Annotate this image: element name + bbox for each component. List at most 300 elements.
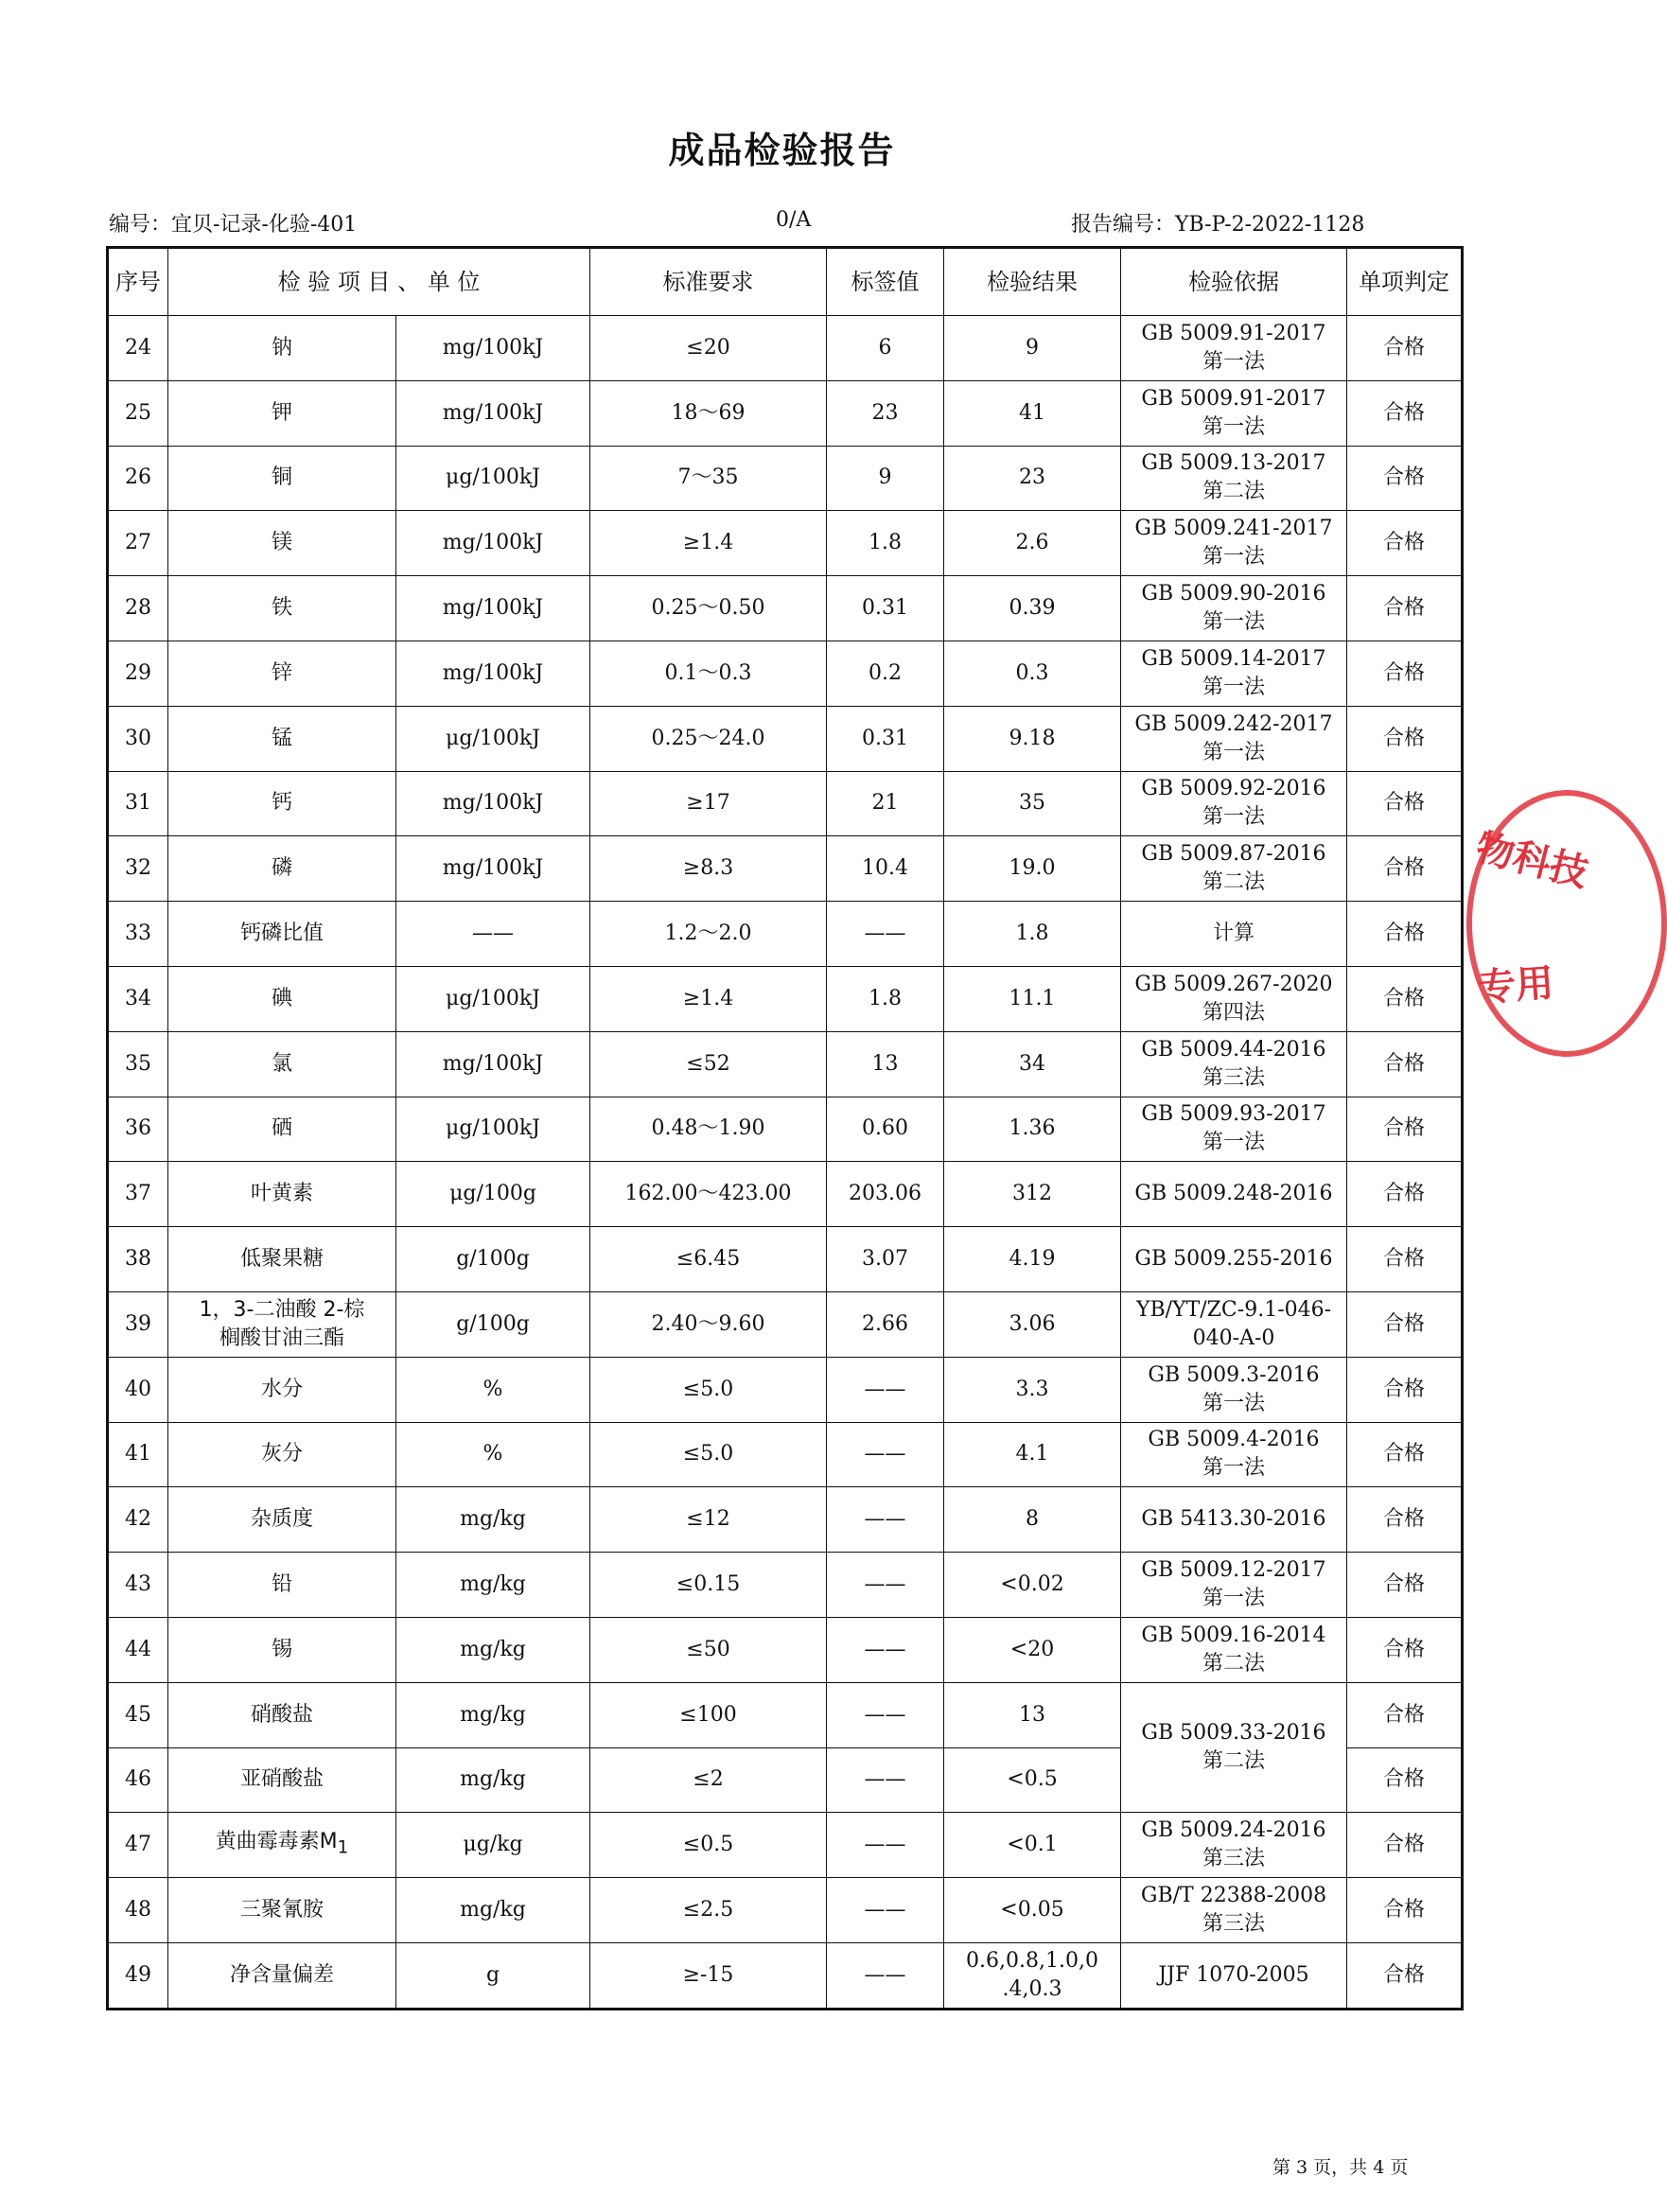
row-unit: μg/100kJ xyxy=(396,1097,590,1162)
result-text: <20 xyxy=(1009,1637,1055,1661)
table-row xyxy=(108,1031,1463,1097)
row-standard: 1.2～2.0 xyxy=(590,902,827,967)
row-basis xyxy=(1121,1682,1347,1813)
row-seq: 40 xyxy=(108,1357,168,1422)
table-row xyxy=(108,1617,1463,1682)
row-standard: ≤2.5 xyxy=(590,1878,827,1943)
report-number: 报告编号：YB-P-2-2022-1128 xyxy=(1071,213,1365,237)
result-text: 312 xyxy=(1012,1182,1052,1206)
result-text: 3.06 xyxy=(1009,1311,1056,1336)
record-code: 编号：宜贝-记录-化验-401 xyxy=(109,213,358,237)
basis-line2: 第一法 xyxy=(1202,1456,1265,1481)
row-seq: 32 xyxy=(108,836,168,902)
row-standard: 2.40～9.60 xyxy=(590,1291,827,1357)
row-result xyxy=(944,1422,1121,1487)
basis-line2: 第一法 xyxy=(1202,805,1265,830)
basis-line1: GB 5009.16-2014 xyxy=(1141,1623,1326,1647)
item-name-text: 黄曲霉毒素M xyxy=(215,1830,338,1854)
row-unit: mg/100kJ xyxy=(396,836,590,902)
result-text: 0.6,0.8,1.0,0 xyxy=(966,1948,1098,1973)
row-label-value: —— xyxy=(827,1422,944,1487)
item-name-text: 铅 xyxy=(271,1572,292,1597)
row-standard: ≤0.5 xyxy=(590,1813,827,1878)
row-seq: 43 xyxy=(108,1553,168,1618)
row-verdict: 合格 xyxy=(1347,1031,1463,1097)
page-info: 第 3 页，共 4 页 xyxy=(1272,2157,1409,2178)
row-basis xyxy=(1121,1813,1347,1878)
row-basis xyxy=(1121,1487,1347,1553)
row-label-value: —— xyxy=(827,1942,944,2009)
basis-line2: 第一法 xyxy=(1202,349,1265,374)
basis-line1: GB 5009.13-2017 xyxy=(1141,451,1326,476)
item-name-text: 镁 xyxy=(271,531,292,555)
item-name-text: 铁 xyxy=(271,596,292,621)
row-item-name xyxy=(168,641,396,706)
row-verdict: 合格 xyxy=(1347,902,1463,967)
inspection-table xyxy=(106,246,1464,2010)
basis-line1: GB 5009.24-2016 xyxy=(1141,1818,1326,1843)
row-item-name xyxy=(168,1617,396,1682)
version-code: 0/A xyxy=(776,208,812,232)
table-row xyxy=(108,1162,1463,1227)
row-result xyxy=(944,576,1121,641)
result-text: 13 xyxy=(1019,1702,1045,1727)
table-row xyxy=(108,1291,1463,1357)
row-result xyxy=(944,1553,1121,1618)
row-seq: 46 xyxy=(108,1747,168,1813)
row-seq: 42 xyxy=(108,1487,168,1553)
row-standard: ≥17 xyxy=(590,771,827,836)
row-basis xyxy=(1121,836,1347,902)
row-basis xyxy=(1121,1878,1347,1943)
row-standard: ≤12 xyxy=(590,1487,827,1553)
row-unit: mg/100kJ xyxy=(396,511,590,576)
result-text: <0.02 xyxy=(1000,1572,1064,1597)
row-seq: 47 xyxy=(108,1813,168,1878)
row-verdict: 合格 xyxy=(1347,966,1463,1031)
row-unit: —— xyxy=(396,902,590,967)
row-basis xyxy=(1121,316,1347,381)
row-result xyxy=(944,1291,1121,1357)
row-standard: ≥1.4 xyxy=(590,966,827,1031)
row-result xyxy=(944,380,1121,446)
row-unit: μg/kg xyxy=(396,1813,590,1878)
item-name-text: 氯 xyxy=(271,1051,292,1076)
basis-line2: 第一法 xyxy=(1202,610,1265,635)
row-item-name xyxy=(168,1162,396,1227)
row-item-name xyxy=(168,511,396,576)
item-name-subscript: 1 xyxy=(337,1837,349,1858)
basis-line1: GB 5009.91-2017 xyxy=(1141,386,1326,411)
basis-line1: GB 5009.14-2017 xyxy=(1141,646,1326,671)
row-label-value: —— xyxy=(827,1357,944,1422)
item-name-text: 净含量偏差 xyxy=(229,1962,334,1987)
table-header-row xyxy=(108,248,1463,316)
row-verdict: 合格 xyxy=(1347,1878,1463,1943)
row-verdict: 合格 xyxy=(1347,1162,1463,1227)
header-seq: 序号 xyxy=(108,248,168,316)
table-row xyxy=(108,316,1463,381)
basis-line1: GB 5009.3-2016 xyxy=(1148,1362,1320,1387)
row-unit: μg/100kJ xyxy=(396,446,590,511)
basis-line1: JJF 1070-2005 xyxy=(1158,1962,1309,1987)
basis-line2: 第一法 xyxy=(1202,414,1265,439)
row-basis xyxy=(1121,576,1347,641)
row-result xyxy=(944,836,1121,902)
row-seq: 48 xyxy=(108,1878,168,1943)
row-standard: 0.25～24.0 xyxy=(590,706,827,771)
basis-line1: GB/T 22388-2008 xyxy=(1140,1884,1327,1908)
row-basis xyxy=(1121,641,1347,706)
row-label-value: 6 xyxy=(827,316,944,381)
item-name-text: 磷 xyxy=(271,856,292,881)
row-item-name xyxy=(168,1747,396,1813)
item-name-text: 碘 xyxy=(271,986,292,1010)
row-verdict: 合格 xyxy=(1347,1553,1463,1618)
row-seq: 28 xyxy=(108,576,168,641)
row-label-value: —— xyxy=(827,902,944,967)
row-unit: g/100g xyxy=(396,1227,590,1292)
row-verdict: 合格 xyxy=(1347,1682,1463,1747)
row-result xyxy=(944,511,1121,576)
basis-line2: 第二法 xyxy=(1202,1651,1265,1676)
item-name-text: 硝酸盐 xyxy=(250,1702,313,1727)
row-unit: mg/kg xyxy=(396,1617,590,1682)
row-seq: 41 xyxy=(108,1422,168,1487)
row-result xyxy=(944,1878,1121,1943)
row-verdict: 合格 xyxy=(1347,1291,1463,1357)
row-verdict: 合格 xyxy=(1347,836,1463,902)
row-verdict: 合格 xyxy=(1347,1747,1463,1813)
row-basis xyxy=(1121,1097,1347,1162)
row-result xyxy=(944,1357,1121,1422)
row-verdict: 合格 xyxy=(1347,511,1463,576)
table-row xyxy=(108,836,1463,902)
header-verdict: 单项判定 xyxy=(1347,248,1463,316)
table-row xyxy=(108,380,1463,446)
table-row xyxy=(108,1942,1463,2009)
row-label-value: 0.31 xyxy=(827,576,944,641)
result-text: <0.5 xyxy=(1007,1767,1058,1792)
row-item-name xyxy=(168,1422,396,1487)
item-name-text: 三聚氰胺 xyxy=(239,1898,324,1922)
row-label-value: —— xyxy=(827,1813,944,1878)
result-text: 1.36 xyxy=(1009,1116,1056,1141)
item-name-text: 钾 xyxy=(271,400,292,425)
basis-line2: 第三法 xyxy=(1202,1065,1265,1090)
row-standard: ≤100 xyxy=(590,1682,827,1747)
result-text: 4.1 xyxy=(1015,1442,1049,1466)
row-label-value: 1.8 xyxy=(827,966,944,1031)
row-label-value: 0.60 xyxy=(827,1097,944,1162)
table-row xyxy=(108,511,1463,576)
row-seq: 29 xyxy=(108,641,168,706)
basis-line1: GB 5009.4-2016 xyxy=(1148,1428,1320,1452)
row-seq: 45 xyxy=(108,1682,168,1747)
item-name-text: 钠 xyxy=(271,335,292,360)
row-result xyxy=(944,1813,1121,1878)
item-name-text: 锌 xyxy=(271,660,292,685)
row-verdict: 合格 xyxy=(1347,1422,1463,1487)
result-text: 9 xyxy=(1026,335,1039,360)
row-standard: ≤6.45 xyxy=(590,1227,827,1292)
basis-line2: 第二法 xyxy=(1202,1749,1265,1774)
table-row xyxy=(108,1097,1463,1162)
row-seq: 38 xyxy=(108,1227,168,1292)
row-result xyxy=(944,1942,1121,2009)
table-row xyxy=(108,576,1463,641)
row-item-name xyxy=(168,902,396,967)
header-result: 检验结果 xyxy=(944,248,1121,316)
row-verdict: 合格 xyxy=(1347,771,1463,836)
row-basis xyxy=(1121,1422,1347,1487)
row-label-value: —— xyxy=(827,1878,944,1943)
row-verdict: 合格 xyxy=(1347,380,1463,446)
result-text: 3.3 xyxy=(1015,1377,1049,1401)
row-item-name xyxy=(168,316,396,381)
row-unit: μg/100kJ xyxy=(396,706,590,771)
row-unit: μg/100kJ xyxy=(396,966,590,1031)
row-item-name xyxy=(168,1553,396,1618)
row-standard: 0.25～0.50 xyxy=(590,576,827,641)
row-basis xyxy=(1121,1031,1347,1097)
basis-line1: 计算 xyxy=(1212,922,1255,946)
row-verdict: 合格 xyxy=(1347,576,1463,641)
row-unit: % xyxy=(396,1422,590,1487)
row-seq: 26 xyxy=(108,446,168,511)
result-text: 35 xyxy=(1019,791,1045,816)
row-item-name xyxy=(168,1682,396,1747)
result-text: 2.6 xyxy=(1015,531,1049,555)
row-result xyxy=(944,1747,1121,1813)
row-result xyxy=(944,771,1121,836)
row-seq: 30 xyxy=(108,706,168,771)
header-standard: 标准要求 xyxy=(590,248,827,316)
row-item-name xyxy=(168,1031,396,1097)
row-seq: 27 xyxy=(108,511,168,576)
row-verdict: 合格 xyxy=(1347,1487,1463,1553)
basis-line1: GB 5009.87-2016 xyxy=(1141,842,1326,867)
row-item-name xyxy=(168,446,396,511)
row-label-value: 1.8 xyxy=(827,511,944,576)
result-text: 19.0 xyxy=(1009,856,1056,881)
row-basis xyxy=(1121,1942,1347,2009)
row-result xyxy=(944,966,1121,1031)
table-row xyxy=(108,1422,1463,1487)
row-standard: ≤5.0 xyxy=(590,1422,827,1487)
item-name-text: 亚硝酸盐 xyxy=(239,1767,324,1792)
row-label-value: 13 xyxy=(827,1031,944,1097)
basis-line2: 第一法 xyxy=(1202,1391,1265,1415)
row-verdict: 合格 xyxy=(1347,1813,1463,1878)
result-text: 9.18 xyxy=(1009,726,1056,750)
report-title: 成品检验报告 xyxy=(668,130,896,171)
basis-line2: 第一法 xyxy=(1202,740,1265,764)
item-name-text: 1，3-二油酸 2-棕 xyxy=(199,1297,365,1322)
basis-line2: 第三法 xyxy=(1202,1912,1265,1937)
row-item-name xyxy=(168,380,396,446)
row-result xyxy=(944,1487,1121,1553)
row-result xyxy=(944,446,1121,511)
row-verdict: 合格 xyxy=(1347,1227,1463,1292)
row-unit: g xyxy=(396,1942,590,2009)
item-name-text: 叶黄素 xyxy=(250,1182,313,1206)
item-name-text: 硒 xyxy=(271,1116,292,1141)
basis-line1: GB 5009.92-2016 xyxy=(1141,777,1326,801)
basis-line1: GB 5413.30-2016 xyxy=(1141,1507,1326,1532)
item-name-text: 钙 xyxy=(271,791,292,816)
row-unit: mg/kg xyxy=(396,1487,590,1553)
row-unit: mg/kg xyxy=(396,1553,590,1618)
row-item-name xyxy=(168,836,396,902)
row-basis xyxy=(1121,1553,1347,1618)
row-unit: mg/100kJ xyxy=(396,1031,590,1097)
row-label-value: —— xyxy=(827,1553,944,1618)
row-verdict: 合格 xyxy=(1347,316,1463,381)
row-seq: 34 xyxy=(108,966,168,1031)
table-row xyxy=(108,1487,1463,1553)
row-seq: 44 xyxy=(108,1617,168,1682)
basis-line1: GB 5009.93-2017 xyxy=(1141,1102,1326,1127)
row-basis xyxy=(1121,380,1347,446)
row-standard: ≤20 xyxy=(590,316,827,381)
row-label-value: 0.31 xyxy=(827,706,944,771)
row-standard: 7～35 xyxy=(590,446,827,511)
seal-text-top: 物科技 xyxy=(1471,826,1592,896)
table-row xyxy=(108,446,1463,511)
result-text: 41 xyxy=(1019,400,1045,425)
row-item-name xyxy=(168,966,396,1031)
row-standard: 0.48～1.90 xyxy=(590,1097,827,1162)
row-seq: 35 xyxy=(108,1031,168,1097)
row-standard: 18～69 xyxy=(590,380,827,446)
basis-line2: 第一法 xyxy=(1202,1587,1265,1611)
row-unit: g/100g xyxy=(396,1291,590,1357)
row-label-value: 23 xyxy=(827,380,944,446)
row-item-name xyxy=(168,1291,396,1357)
row-verdict: 合格 xyxy=(1347,446,1463,511)
row-result xyxy=(944,641,1121,706)
basis-line2: 第四法 xyxy=(1202,1000,1265,1025)
row-basis xyxy=(1121,1617,1347,1682)
row-verdict: 合格 xyxy=(1347,1097,1463,1162)
row-seq: 37 xyxy=(108,1162,168,1227)
row-label-value: 9 xyxy=(827,446,944,511)
row-result xyxy=(944,1617,1121,1682)
table-row xyxy=(108,966,1463,1031)
row-unit: mg/100kJ xyxy=(396,380,590,446)
basis-line1: GB 5009.248-2016 xyxy=(1134,1182,1333,1206)
row-item-name xyxy=(168,1878,396,1943)
row-seq: 49 xyxy=(108,1942,168,2009)
row-label-value: 2.66 xyxy=(827,1291,944,1357)
row-verdict: 合格 xyxy=(1347,1617,1463,1682)
item-name-text: 锰 xyxy=(271,726,292,750)
row-item-name xyxy=(168,1813,396,1878)
row-label-value: 10.4 xyxy=(827,836,944,902)
row-standard: ≤52 xyxy=(590,1031,827,1097)
row-result xyxy=(944,1031,1121,1097)
seal-text-bottom: 专用 xyxy=(1476,961,1555,1010)
row-standard: 162.00～423.00 xyxy=(590,1162,827,1227)
row-label-value: —— xyxy=(827,1747,944,1813)
table-row xyxy=(108,771,1463,836)
row-standard: 0.1～0.3 xyxy=(590,641,827,706)
row-seq: 39 xyxy=(108,1291,168,1357)
row-verdict: 合格 xyxy=(1347,1357,1463,1422)
row-item-name xyxy=(168,771,396,836)
row-item-name xyxy=(168,576,396,641)
row-result xyxy=(944,902,1121,967)
row-standard: ≤2 xyxy=(590,1747,827,1813)
result-text: 0.39 xyxy=(1009,596,1056,621)
table-row xyxy=(108,1357,1463,1422)
result-text: 23 xyxy=(1019,465,1045,490)
header-basis: 检验依据 xyxy=(1121,248,1347,316)
row-unit: μg/100g xyxy=(396,1162,590,1227)
table-row xyxy=(108,1813,1463,1878)
row-unit: mg/100kJ xyxy=(396,641,590,706)
row-basis xyxy=(1121,966,1347,1031)
basis-line1: GB 5009.44-2016 xyxy=(1141,1037,1326,1062)
row-result xyxy=(944,1097,1121,1162)
row-basis xyxy=(1121,1162,1347,1227)
result-text: 34 xyxy=(1019,1051,1045,1076)
row-basis xyxy=(1121,446,1347,511)
basis-line1: GB 5009.91-2017 xyxy=(1141,321,1326,345)
row-item-name xyxy=(168,706,396,771)
basis-line2: 040-A-0 xyxy=(1192,1325,1275,1350)
basis-line1: GB 5009.33-2016 xyxy=(1141,1721,1326,1746)
row-basis xyxy=(1121,706,1347,771)
basis-line2: 第一法 xyxy=(1202,1131,1265,1155)
table-row xyxy=(108,641,1463,706)
row-standard: ≤5.0 xyxy=(590,1357,827,1422)
row-label-value: 0.2 xyxy=(827,641,944,706)
table-row xyxy=(108,706,1463,771)
row-label-value: —— xyxy=(827,1682,944,1747)
item-name-text: 锡 xyxy=(271,1637,292,1661)
item-name-line2: 榈酸甘油三酯 xyxy=(219,1325,344,1350)
row-seq: 36 xyxy=(108,1097,168,1162)
result-text: <0.05 xyxy=(1000,1898,1064,1922)
basis-line1: GB 5009.90-2016 xyxy=(1141,582,1326,606)
row-seq: 25 xyxy=(108,380,168,446)
row-standard: ≥-15 xyxy=(590,1942,827,2009)
result-text: 8 xyxy=(1026,1507,1039,1532)
basis-line1: GB 5009.242-2017 xyxy=(1134,711,1333,736)
item-name-text: 杂质度 xyxy=(250,1507,313,1532)
result-text: 0.3 xyxy=(1015,660,1049,685)
table-row xyxy=(108,902,1463,967)
basis-line1: GB 5009.255-2016 xyxy=(1134,1247,1333,1272)
basis-line2: 第二法 xyxy=(1202,870,1265,895)
row-unit: mg/kg xyxy=(396,1682,590,1747)
row-standard: ≤0.15 xyxy=(590,1553,827,1618)
row-label-value: 203.06 xyxy=(827,1162,944,1227)
header-label-value: 标签值 xyxy=(827,248,944,316)
row-basis xyxy=(1121,1357,1347,1422)
row-label-value: 3.07 xyxy=(827,1227,944,1292)
header-item-unit: 检 验 项 目 、 单 位 xyxy=(168,248,590,316)
result-text: 11.1 xyxy=(1009,986,1056,1010)
row-result xyxy=(944,316,1121,381)
row-item-name xyxy=(168,1227,396,1292)
basis-line2: 第二法 xyxy=(1202,480,1265,504)
row-result xyxy=(944,1227,1121,1292)
table-row xyxy=(108,1682,1463,1747)
row-standard: ≤50 xyxy=(590,1617,827,1682)
